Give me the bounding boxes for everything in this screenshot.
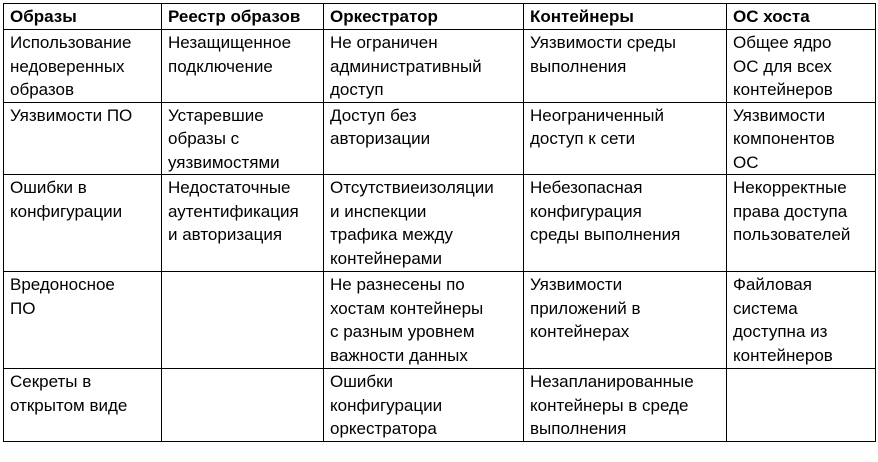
cell-line: Уязвимости среды xyxy=(530,33,677,52)
header-cell-containers: Контейнеры xyxy=(524,4,727,30)
threats-table-container xyxy=(3,3,876,442)
header-cell-host-os: ОС хоста xyxy=(727,4,876,30)
table-cell xyxy=(524,272,727,369)
cell-line: с разным уровнем xyxy=(330,322,475,341)
table-cell xyxy=(4,272,162,369)
table-cell xyxy=(324,272,524,369)
cell-line: авторизации xyxy=(330,129,431,148)
cell-line: выполнения xyxy=(530,419,627,438)
header-cell-registry: Реестр образов xyxy=(162,4,324,30)
cell-line: Ошибки в xyxy=(10,178,87,197)
table-cell xyxy=(162,30,324,103)
cell-line: Неограниченный xyxy=(530,105,664,125)
cell-line: Отсутствиеизоляции xyxy=(330,178,494,197)
table-header-row xyxy=(4,4,876,30)
table-cell xyxy=(324,30,524,103)
table-cell xyxy=(4,369,162,442)
container-threats-table xyxy=(3,3,876,442)
cell-line: Устаревшие xyxy=(168,105,264,125)
cell-line: Файловая xyxy=(733,275,812,294)
cell-line: открытом виде xyxy=(10,395,128,415)
cell-line: административный xyxy=(330,56,482,76)
cell-line: компонентов xyxy=(733,129,835,148)
header-cell-images: Образы xyxy=(4,4,162,30)
table-cell xyxy=(324,102,524,175)
cell-line: и инспекции xyxy=(330,201,427,221)
table-cell xyxy=(162,102,324,175)
cell-line: уязвимостями xyxy=(168,152,280,172)
cell-line: пользователей xyxy=(733,225,851,244)
table-cell-empty xyxy=(727,369,876,442)
table-cell xyxy=(324,369,524,442)
cell-line: Незащищенное xyxy=(168,33,292,52)
cell-line: контейнерах xyxy=(530,322,630,341)
table-cell xyxy=(162,175,324,272)
cell-line: недоверенных xyxy=(10,56,125,76)
table-cell xyxy=(727,272,876,369)
cell-line: конфигурации xyxy=(10,201,123,221)
cell-line: система xyxy=(733,298,798,318)
table-cell xyxy=(4,102,162,175)
cell-line: Некорректные xyxy=(733,178,847,197)
table-cell xyxy=(524,102,727,175)
table-cell-empty xyxy=(162,369,324,442)
table-cell xyxy=(324,175,524,272)
cell-line: конфигурация xyxy=(530,201,642,221)
cell-line: Небезопасная xyxy=(530,178,643,197)
table-cell xyxy=(727,175,876,272)
table-cell xyxy=(4,175,162,272)
table-row xyxy=(4,175,876,272)
table-row xyxy=(4,272,876,369)
table-cell xyxy=(4,30,162,103)
cell-line: оркестратора xyxy=(330,419,437,438)
cell-line: Уязвимости xyxy=(530,275,623,294)
cell-line: образов xyxy=(10,80,74,99)
cell-line: Секреты в xyxy=(10,372,92,391)
cell-line: среды выполнения xyxy=(530,225,681,244)
cell-line: доступна из xyxy=(733,322,828,341)
table-cell xyxy=(524,369,727,442)
cell-line: доступ xyxy=(330,80,384,99)
cell-line: ОС для всех xyxy=(733,56,832,76)
table-cell-empty xyxy=(162,272,324,369)
header-cell-orchestrator: Оркестратор xyxy=(324,4,524,30)
cell-line: контейнеров xyxy=(733,345,833,365)
table-cell xyxy=(727,30,876,103)
cell-line: Общее ядро xyxy=(733,33,832,52)
cell-line: Уязвимости xyxy=(733,105,826,125)
cell-line: Уязвимости ПО xyxy=(10,105,133,125)
cell-line: важности данных xyxy=(330,345,468,365)
cell-line: ПО xyxy=(10,298,36,318)
cell-line: Незапланированные xyxy=(530,372,694,391)
cell-line: конфигурации xyxy=(330,395,443,415)
cell-line: контейнеров xyxy=(733,80,833,99)
cell-line: образы с xyxy=(168,129,240,148)
cell-line: Доступ без xyxy=(330,105,417,125)
table-cell xyxy=(727,102,876,175)
cell-line: контейнеры в среде xyxy=(530,395,689,415)
table-row xyxy=(4,30,876,103)
table-row xyxy=(4,369,876,442)
cell-line: Использование xyxy=(10,33,132,52)
table-cell xyxy=(524,30,727,103)
cell-line: права доступа xyxy=(733,201,848,221)
table-cell xyxy=(524,175,727,272)
cell-line: ОС xyxy=(733,152,759,172)
cell-line: контейнерами xyxy=(330,248,442,268)
cell-line: Не ограничен xyxy=(330,33,438,52)
cell-line: трафика между xyxy=(330,225,453,244)
cell-line: Недостаточные xyxy=(168,178,291,197)
cell-line: доступ к сети xyxy=(530,129,636,148)
cell-line: и авторизация xyxy=(168,225,283,244)
table-row xyxy=(4,102,876,175)
cell-line: выполнения xyxy=(530,56,627,76)
cell-line: подключение xyxy=(168,56,273,76)
cell-line: приложений в xyxy=(530,298,641,318)
cell-line: хостам контейнеры xyxy=(330,298,484,318)
cell-line: аутентификация xyxy=(168,201,299,221)
cell-line: Вредоносное xyxy=(10,275,115,294)
cell-line: Ошибки xyxy=(330,372,394,391)
cell-line: Не разнесены по xyxy=(330,275,465,294)
